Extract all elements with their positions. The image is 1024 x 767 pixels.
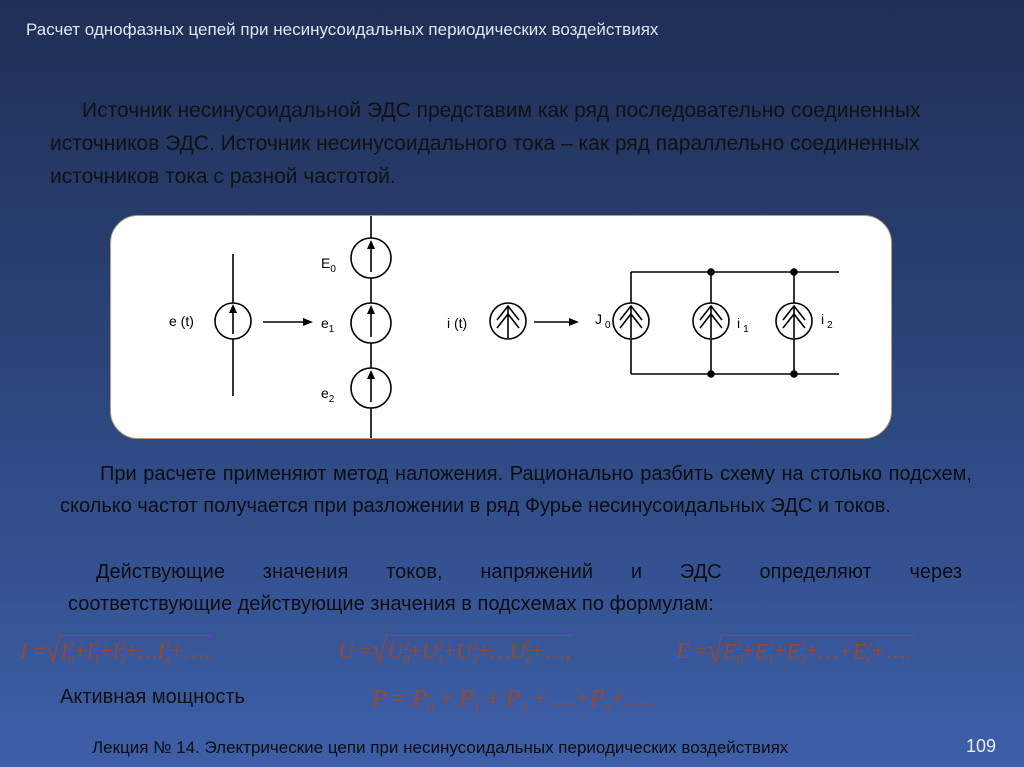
label-i2: i $_2$: [821, 311, 833, 331]
rms-line-1: Действующие значения токов, напряжений и ЭДС определяют через: [96, 561, 962, 583]
footer-title: Лекция № 14. Электрические цепи при несинусоидальных периодических воздействиях: [92, 738, 789, 757]
method-paragraph: При расчете применяют метод наложения. Рационально разбить схему на столько подсхем, сколько частот получается при разложении в ряд Фурье несинусоидальных ЭДС и токов.: [60, 463, 972, 517]
transform-arrow-2: [534, 318, 579, 326]
label-e-t: e (t): [169, 313, 194, 329]
label-E0: $E_0$: [321, 255, 336, 275]
label-i1: i $_1$: [737, 315, 749, 335]
formula-current-lhs: I: [20, 638, 28, 663]
formula-voltage: $U =√U_0^2+U_1^2+U_2^2+\dots U_к^2+\dots$,: [338, 631, 572, 672]
transform-arrow-1: [263, 318, 313, 326]
formula-power: $P = P_0 + P_1 + P_2$ + $\dots+P_к+\dots$.: [372, 686, 655, 715]
intro-paragraph: Источник несинусоидальной ЭДС представим как ряд последовательно соединенных источников ЭДС. Источник несинусоидального тока – как ряд параллельно соединенных источников тока с разной частотой.: [50, 99, 921, 188]
formula-voltage-lhs: U: [338, 638, 354, 663]
label-J0: J $_0$: [595, 311, 611, 331]
label-e2: $e_2$: [321, 385, 335, 405]
parallel-current-sources: [613, 269, 839, 377]
slide-title: Расчет однофазных цепей при несинусоидальных периодических воздействиях: [26, 20, 659, 39]
formula-current: $I =√I_0^2+I_1^2+I_2^2+\dots I_к^2+\dots$,: [20, 631, 211, 672]
circuit-svg: [111, 216, 891, 438]
formula-emf: $E =√E_0^2+E_1^2+E_2^2+\dots+E_к^2+\dots$.: [676, 631, 912, 672]
series-emf-chain: [351, 216, 391, 438]
source-i-t: [490, 303, 526, 339]
page-number: 109: [966, 736, 997, 756]
circuit-diagram: [110, 215, 892, 439]
source-e-t: [215, 254, 251, 396]
rms-paragraph: [60, 556, 972, 620]
power-label: Активная мощность: [60, 686, 245, 708]
rms-line-2: соответствующие действующие значения в подсхемах по формулам:: [68, 593, 714, 615]
label-e1: $e_1$: [321, 315, 335, 335]
formula-emf-lhs: E: [676, 638, 690, 663]
label-i-t: i (t): [447, 315, 468, 331]
